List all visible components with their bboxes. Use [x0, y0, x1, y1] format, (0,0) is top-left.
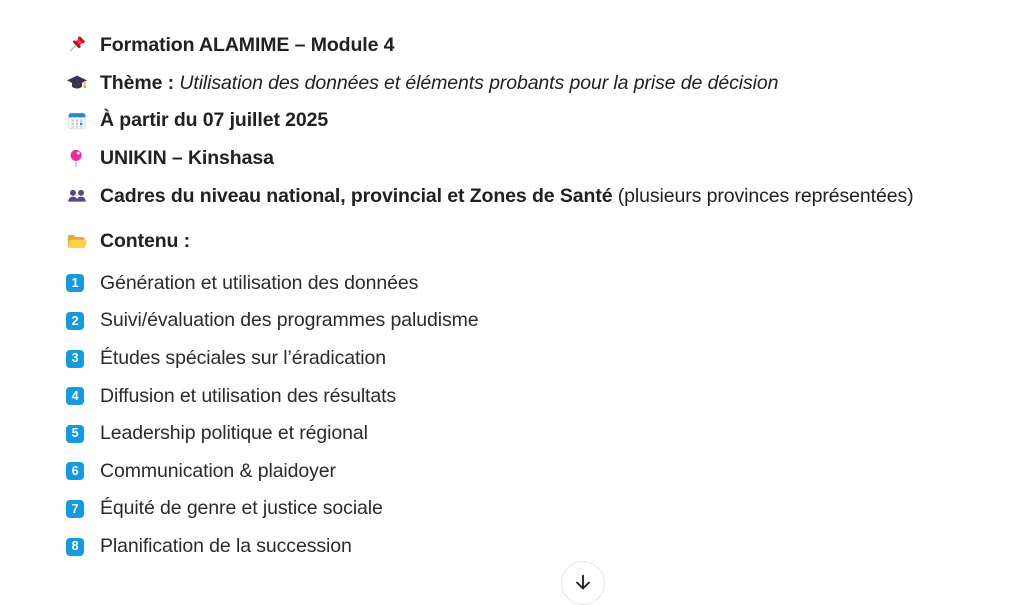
item-number-badge: 8 — [66, 538, 84, 556]
location-line — [66, 140, 914, 178]
content-list — [66, 265, 914, 566]
scroll-to-bottom-button[interactable] — [561, 561, 605, 605]
list-item — [66, 265, 914, 303]
item-label: Diffusion et utilisation des résultats — [100, 384, 397, 407]
folder-icon — [66, 231, 100, 253]
pushpin-icon — [66, 35, 100, 57]
item-number-badge: 6 — [66, 462, 84, 480]
content-header: Contenu : — [100, 230, 191, 253]
date-line — [66, 102, 914, 140]
calendar-icon — [66, 110, 100, 132]
list-item — [66, 302, 914, 340]
message-content — [66, 27, 914, 565]
item-label: Équité de genre et justice sociale — [100, 497, 383, 520]
users-icon — [66, 185, 100, 207]
graduation-cap-icon — [66, 72, 100, 94]
item-number-badge: 4 — [66, 387, 84, 405]
item-number-badge: 2 — [66, 312, 84, 330]
item-label: Études spéciales sur l’éradication — [100, 347, 387, 370]
arrow-down-icon — [572, 572, 594, 594]
list-item — [66, 415, 914, 453]
theme-line — [66, 65, 914, 103]
item-number-badge: 3 — [66, 350, 84, 368]
list-item — [66, 340, 914, 378]
item-number-badge: 7 — [66, 500, 84, 518]
audience-regular-text: (plusieurs provinces représentées) — [612, 184, 914, 207]
content-header-line — [66, 223, 914, 261]
round-pin-icon — [66, 148, 100, 170]
item-label: Suivi/évaluation des programmes paludisme — [100, 309, 479, 332]
theme-text: Utilisation des données et éléments probants pour la prise de décision — [174, 71, 779, 94]
list-item — [66, 453, 914, 491]
location-text: UNIKIN – Kinshasa — [100, 147, 274, 170]
list-item — [66, 490, 914, 528]
formation-title-line — [66, 27, 914, 65]
item-label: Planification de la succession — [100, 535, 352, 558]
item-number-badge: 1 — [66, 274, 84, 292]
date-text: À partir du 07 juillet 2025 — [100, 109, 329, 132]
theme-label: Thème : — [100, 71, 175, 94]
item-label: Génération et utilisation des données — [100, 271, 419, 294]
item-label: Leadership politique et régional — [100, 422, 368, 445]
list-item — [66, 377, 914, 415]
list-item — [66, 528, 914, 566]
item-number-badge: 5 — [66, 425, 84, 443]
audience-bold-text: Cadres du niveau national, provincial et Zones de Santé — [100, 184, 613, 207]
item-label: Communication & plaidoyer — [100, 459, 336, 482]
audience-line — [66, 177, 914, 215]
formation-title: Formation ALAMIME – Module 4 — [100, 34, 395, 57]
